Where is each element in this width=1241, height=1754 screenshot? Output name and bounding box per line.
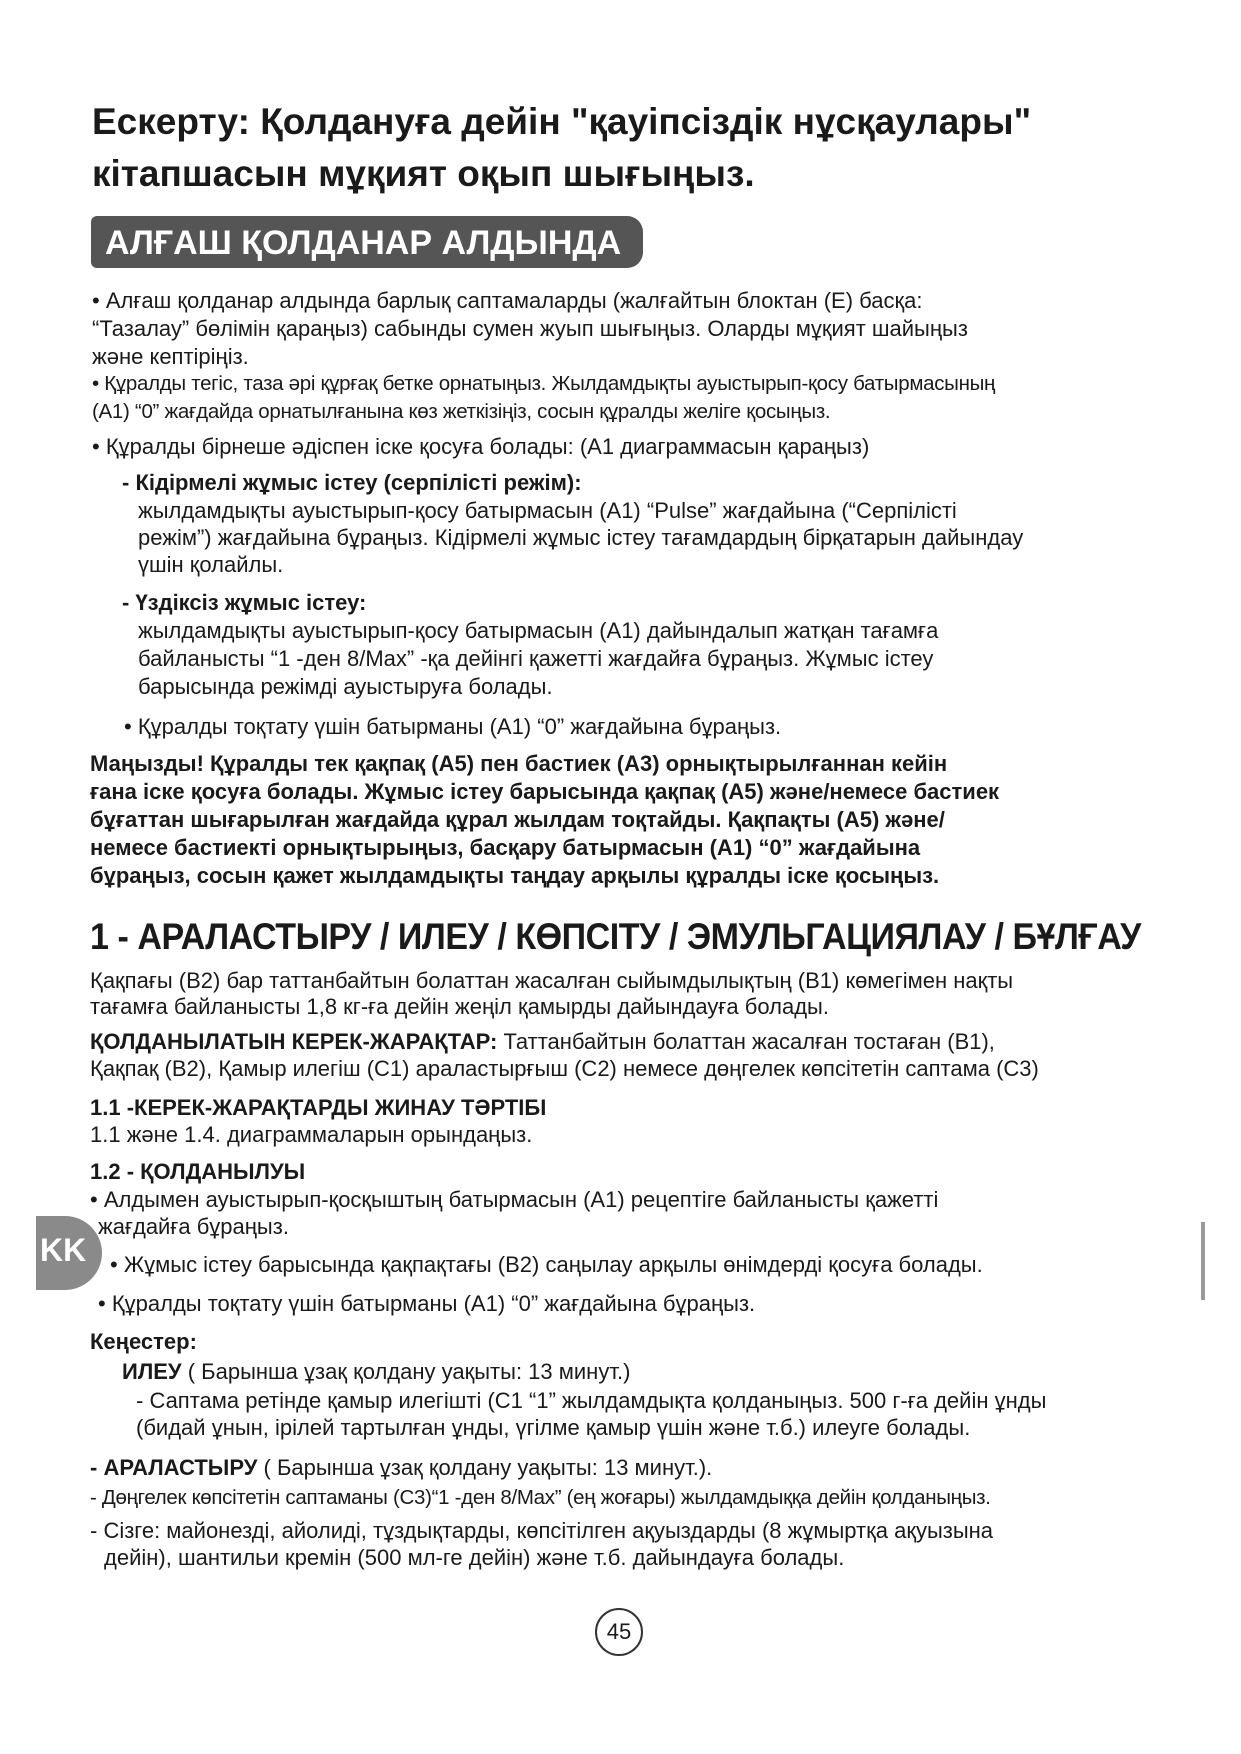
kneading-line [122, 1358, 630, 1386]
accessories-line2: Қақпақ (B2), Қамыр илегіш (C1) араластырғыш (C2) немесе дөңгелек көпсітетін саптама (C3) [90, 1056, 1039, 1081]
warning-line-2: кітапшасын мұқият оқып шығыңыз. [92, 153, 755, 194]
kneading-label: ИЛЕУ [122, 1359, 182, 1384]
page-number: 45 [595, 1608, 643, 1656]
continuous-line2: байланысты “1 -ден 8/Max” -қа дейінгі қажетті жағдайға бұраңыз. Жұмыс істеу [138, 646, 934, 671]
warning-line-1: Ескерту: Қолдануға дейін "қауіпсіздік нұсқаулары" [92, 101, 1032, 142]
usage-line2: жағдайға бұраңыз. [98, 1214, 289, 1239]
pulse-mode-title: - Кідірмелі жұмыс істеу (серпілісті режім): [122, 470, 582, 495]
subsection-1-1-title: 1.1 -КЕРЕК-ЖАРАҚТАРДЫ ЖИНАУ ТӘРТІБІ [90, 1095, 547, 1120]
mixing-tip-line1: - Дөңгелек көпсітетін саптаманы (C3)“1 -ден 8/Max” (ең жоғары) жылдамдыққа дейін қолданыңыз. [90, 1486, 991, 1509]
kneading-tip-line2: (бидай ұнын, ірілей тартылған ұнды, үгілме қамыр үшін және т.б.) илеуге болады. [136, 1415, 971, 1440]
usage-line3: • Жұмыс істеу барысында қақпақтағы (B2) саңылау арқылы өнімдерді қосуға болады. [110, 1252, 983, 1277]
continuous-mode-title: - Үздіксіз жұмыс істеу: [122, 590, 367, 615]
stop-instruction: • Құралды тоқтату үшін батырманы (A1) “0” жағдайына бұраңыз. [124, 714, 782, 739]
intro-p2-line2: (A1) “0” жағдайда орнатылғанына көз жеткізіңіз, сосын құралды желіге қосыңыз. [92, 400, 831, 423]
section1-desc-line1: Қақпағы (B2) бар таттанбайтын болаттан жасалған сыйымдылықтың (B1) көмегімен нақты [90, 968, 1014, 993]
intro-p2-line1: • Құралды тегіс, таза әрі құрғақ бетке орнатыңыз. Жылдамдықты ауыстырып-қосу батырмасының [92, 372, 996, 395]
intro-p3: • Құралды бірнеше әдіспен іске қосуға болады: (A1 диаграммасын қараңыз) [92, 434, 870, 459]
continuous-line3: барысында режімді ауыстыруға болады. [138, 674, 553, 699]
warning-heading [92, 96, 1172, 200]
usage-line1: • Алдымен ауыстырып-қосқыштың батырмасын (A1) рецептіге байланысты қажетті [90, 1187, 939, 1212]
section1-title: 1 - АРАЛАСТЫРУ / ИЛЕУ / КӨПСІТУ / ЭМУЛЬГАЦИЯЛАУ / БҰЛҒАУ [90, 916, 1141, 957]
subsection-1-1-text: 1.1 және 1.4. диаграммаларын орындаңыз. [90, 1122, 533, 1147]
intro-p1-line2: “Тазалау” бөлімін қараңыз) сабынды сумен жуып шығыңыз. Оларды мұқият шайыңыз [92, 316, 968, 341]
kneading-time: ( Барынша ұзақ қолдану уақыты: 13 минут.) [181, 1359, 631, 1384]
accessories-text: Таттанбайтын болаттан жасалған тостаған (B1), [503, 1029, 995, 1054]
kneading-tip-line1: - Саптама ретінде қамыр илегішті (C1 “1” жылдамдықта қолданыңыз. 500 г-ға дейін ұнды [136, 1388, 1047, 1413]
section-header: АЛҒАШ ҚОЛДАНАР АЛДЫНДА [91, 216, 643, 268]
pulse-line1: жылдамдықты ауыстырып-қосу батырмасын (A1) “Pulse” жағдайына (“Серпілісті [138, 498, 957, 523]
pulse-line2: режім”) жағдайына бұраңыз. Кідірмелі жұмыс істеу тағамдардың бірқатарын дайындау [138, 525, 1024, 550]
important-line5: бұраңыз, сосын қажет жылдамдықты таңдау арқылы құралды іске қосыңыз. [90, 863, 940, 888]
edge-marker [1201, 1222, 1205, 1300]
mixing-tip-line3: дейін), шантильи кремін (500 мл-ге дейін) және т.б. дайындауға болады. [104, 1545, 845, 1570]
accessories-label: ҚОЛДАНЫЛАТЫН КЕРЕК-ЖАРАҚТАР: [90, 1029, 498, 1054]
usage-line4: • Құралды тоқтату үшін батырманы (A1) “0” жағдайына бұраңыз. [98, 1291, 756, 1316]
important-line2: ғана іске қосуға болады. Жұмыс істеу барысында қақпақ (A5) және/немесе бастиек [90, 779, 1000, 804]
accessories-line1 [90, 1028, 995, 1056]
important-line4: немесе бастиекті орнықтырыңыз, басқару батырмасын (A1) “0” жағдайына [90, 835, 921, 860]
continuous-line1: жылдамдықты ауыстырып-қосу батырмасын (A1) дайындалып жатқан тағамға [138, 618, 939, 643]
subsection-1-2-title: 1.2 - ҚОЛДАНЫЛУЫ [90, 1159, 306, 1184]
language-tab-label: KK [40, 1232, 87, 1268]
section1-desc-line2: тағамға байланысты 1,8 кг-ға дейін жеңіл қамырды дайындауға болады. [90, 994, 829, 1019]
important-line3: бұғаттан шығарылған жағдайда құрал жылдам тоқтайды. Қақпақты (A5) және/ [90, 807, 945, 832]
mixing-line [90, 1454, 712, 1482]
tips-title: Кеңестер: [90, 1329, 197, 1354]
intro-p1-line3: және кептіріңіз. [92, 344, 249, 369]
intro-p1-line1: • Алғаш қолданар алдында барлық саптамаларды (жалғайтын блоктан (E) басқа: [92, 288, 923, 313]
pulse-line3: үшін қолайлы. [138, 552, 284, 577]
mixing-time: ( Барынша ұзақ қолдану уақыты: 13 минут.). [257, 1455, 713, 1480]
mixing-tip-line2: - Сізге: майонезді, айолиді, тұздықтарды, көпсітілген ақуыздарды (8 жұмыртқа ақуызына [90, 1518, 994, 1543]
important-line1: Маңызды! Құралды тек қақпақ (A5) пен бастиек (A3) орнықтырылғаннан кейін [90, 751, 948, 776]
mixing-label: - АРАЛАСТЫРУ [90, 1455, 258, 1480]
